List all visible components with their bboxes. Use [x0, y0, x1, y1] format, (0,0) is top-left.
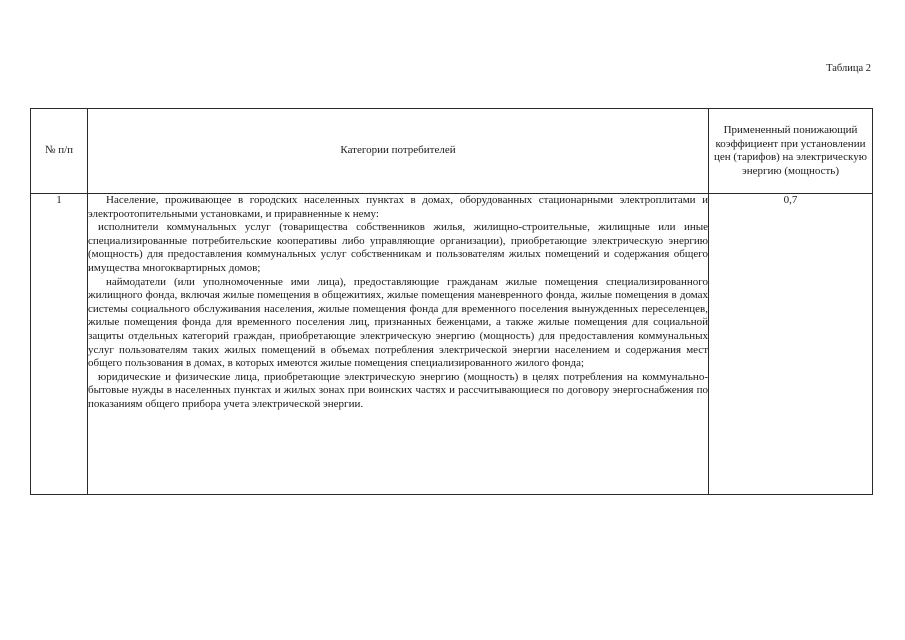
- category-paragraph: исполнители коммунальных услуг (товарищества собственников жилья, жилищно-строительные, жилищные или иные специализированные потребительские кооперативы либо управляющие организации), приобретающие электрическую энергию (мощность) для предоставления коммунальных услуг собственникам и пользователям жилых помещений и содержания общего имущества многоквартирных домов;: [88, 221, 708, 274]
- header-category: Категории потребителей: [88, 109, 709, 194]
- category-paragraph: юридические и физические лица, приобретающие электрическую энергию (мощность) в целях потребления на коммунально-бытовые нужды в населенных пунктах и жилых зонах при воинских частях и рассчитывающиеся по договору энергоснабжения по показаниям общего прибора учета электрической энергии.: [88, 370, 708, 410]
- table-row: [31, 194, 873, 495]
- row-coefficient: 0,7: [709, 194, 873, 495]
- table-caption: Таблица 2: [826, 63, 871, 74]
- row-category: [88, 194, 709, 495]
- category-paragraph: наймодатели (или уполномоченные ими лица), предоставляющие гражданам жилые помещения специализированного жилищного фонда, включая жилые помещения в общежитиях, жилые помещения маневренного фонда, жилые помещения в домах системы социального обслуживания населения, жилые помещения фонда для временного поселения вынужденных переселенцев, жилые помещения фонда для временного поселения лиц, признанных беженцами, а также жилые помещения для социальной защиты отдельных категорий граждан, приобретающие электрическую энергию (мощность) для предоставления коммунальных услуг пользователям таких жилых помещений в объемах потребления электрической энергии населением и содержания мест общего пользования в домах, в которых имеются жилые помещения специализированного жилого фонда;: [88, 275, 708, 370]
- table-header-row: [31, 109, 873, 194]
- row-number: 1: [31, 194, 88, 495]
- category-paragraph: Население, проживающее в городских населенных пунктах в домах, оборудованных стационарными электроплитами и электроотопительными установками, и приравненные к нему:: [88, 194, 708, 220]
- header-coefficient: Примененный понижающий коэффициент при установлении цен (тарифов) на электрическую энергию (мощность): [709, 109, 873, 194]
- tariff-coefficient-table: [30, 108, 873, 495]
- category-text: [88, 194, 708, 494]
- header-number: № п/п: [31, 109, 88, 194]
